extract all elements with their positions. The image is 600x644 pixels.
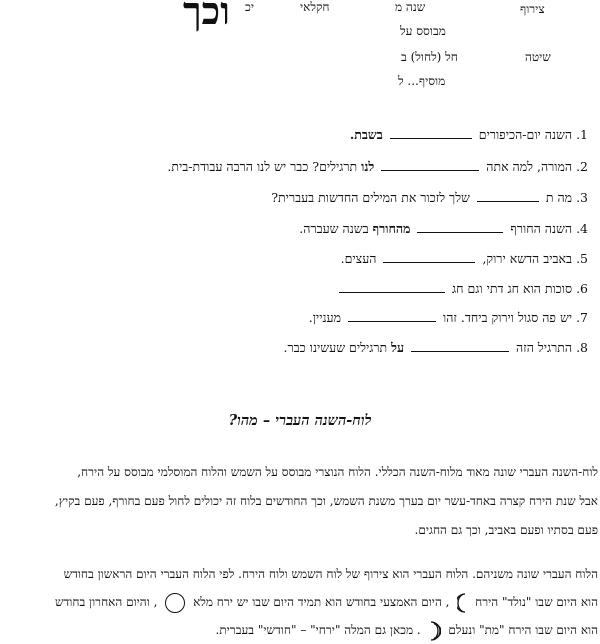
exercise-text-before: השנה החורף: [510, 221, 573, 236]
paragraph-line: [0, 616, 598, 644]
exercise-item-4: [299, 220, 588, 237]
paragraph-line: לוח-השנה העברי שונה מאוד מלוח-השנה הכללי. הלוח הנוצרי מבוסס על השמש והלוח המוסלמי מבוסס על הירח,: [77, 465, 598, 479]
paragraph-segment: , והיום האחרון בחודש: [55, 595, 158, 609]
paragraph-segment: הוא היום שבו הירח "מת" ונעלם: [448, 623, 598, 637]
exercise-number: 4.: [576, 221, 588, 236]
paragraph-calendar-intro: [0, 458, 598, 545]
exercise-bold-word: לנו: [361, 159, 375, 174]
vocab-item-adds-to: מוסיף... ל: [398, 74, 446, 88]
exercise-number: 5.: [576, 251, 588, 266]
vocab-item-falls-on: חל (לחול) ב: [401, 50, 458, 64]
paragraph-segment: , היום האמצעי בחודש הוא תמיד היום שבו יש ירח מלא: [193, 595, 450, 609]
vocab-item-based-on: מבוסס על: [400, 24, 446, 38]
paragraph-line: הלוח העברי שונה משניהם. הלוח העברי הוא צירוף של לוח השמש ולוח הירח. לפי הלוח העברי היום הראשון בחודש: [63, 567, 598, 581]
exercise-bold-word: מהחורף: [372, 221, 411, 236]
vocab-label-method: שיטה: [525, 50, 551, 64]
vocab-item-agricultural: חקלאי: [300, 0, 330, 14]
exercise-item-1: [350, 126, 588, 143]
paragraph-line: אבל שנת הירח קצרה באחד-עשר יום בערך משנת השמש, וכך החודשים בלוח זה יכולים לחול פעם בחורף, פעם בקיץ,: [54, 494, 598, 508]
answer-blank[interactable]: [411, 339, 509, 352]
vocab-label-combination: צירוף: [520, 2, 545, 16]
section-title: לוח-השנה העברי – מהו?: [228, 412, 372, 429]
answer-blank[interactable]: [383, 250, 475, 263]
exercise-number: 6.: [576, 281, 588, 296]
paragraph-line: פעם בסתיו ופעם באביב, וכך גם החגים.: [414, 523, 598, 537]
exercise-bold-word: על: [391, 340, 405, 355]
exercise-text-after: תרגילים שעשינו כבר.: [283, 340, 388, 355]
paragraph-hebrew-calendar: [0, 560, 598, 644]
vocab-item-year-from: שנה מ: [395, 0, 426, 14]
answer-blank[interactable]: [390, 126, 472, 139]
exercise-item-2: [167, 158, 588, 175]
exercise-text-before: סוכות הוא חג דתי וגם חג: [451, 281, 573, 296]
exercise-number: 3.: [576, 190, 588, 205]
exercise-text-before: התרגיל הזה: [516, 340, 573, 355]
exercise-text-before: מה ת: [545, 190, 573, 205]
vocab-word-vechach: וכך: [183, 0, 230, 33]
paragraph-segment: . מכאן גם המלה "ירחי" – "חודשי" בעברית.: [215, 623, 421, 637]
exercise-text-after: מעניין.: [308, 310, 342, 325]
exercise-text-after: העצים.: [340, 251, 377, 266]
exercise-item-5: [341, 250, 588, 267]
vocab-item-yach: יכ: [245, 0, 255, 14]
exercise-text-after: תרגילים? כבר יש לנו הרבה עבודת-בית.: [167, 159, 358, 174]
crescent-left-icon: [429, 621, 441, 641]
exercise-number: 1.: [576, 127, 588, 142]
exercise-item-6: [336, 280, 588, 297]
exercise-text-after: בשנה שעברה.: [299, 221, 369, 236]
exercise-number: 8.: [576, 340, 588, 355]
exercise-text-before: השנה יום-הכיפורים: [478, 127, 573, 142]
answer-blank[interactable]: [477, 189, 539, 202]
paragraph-segment: הוא היום שבו "נולד" הירח: [475, 595, 598, 609]
answer-blank[interactable]: [348, 309, 436, 322]
exercise-number: 2.: [576, 159, 588, 174]
exercise-text-after: בשבת.: [349, 127, 383, 142]
exercise-item-7: [309, 309, 588, 326]
exercise-item-3: [271, 189, 588, 206]
full-moon-icon: [165, 593, 185, 613]
paragraph-line: [0, 588, 598, 616]
exercise-text-before: המורה, למה אתה: [486, 159, 573, 174]
exercise-text-before: יש פה סגול וירוק ביחד. זהו: [443, 310, 573, 325]
exercise-item-8: [284, 339, 588, 356]
crescent-right-icon: [457, 593, 467, 613]
answer-blank[interactable]: [417, 220, 503, 233]
exercise-number: 7.: [576, 310, 588, 325]
answer-blank[interactable]: [381, 158, 479, 171]
exercise-text-before: באביב הדשא ירוק,: [482, 251, 573, 266]
exercise-text-after: שלך לזכור את המילים החדשות בעברית?: [271, 190, 470, 205]
answer-blank[interactable]: [339, 280, 445, 293]
